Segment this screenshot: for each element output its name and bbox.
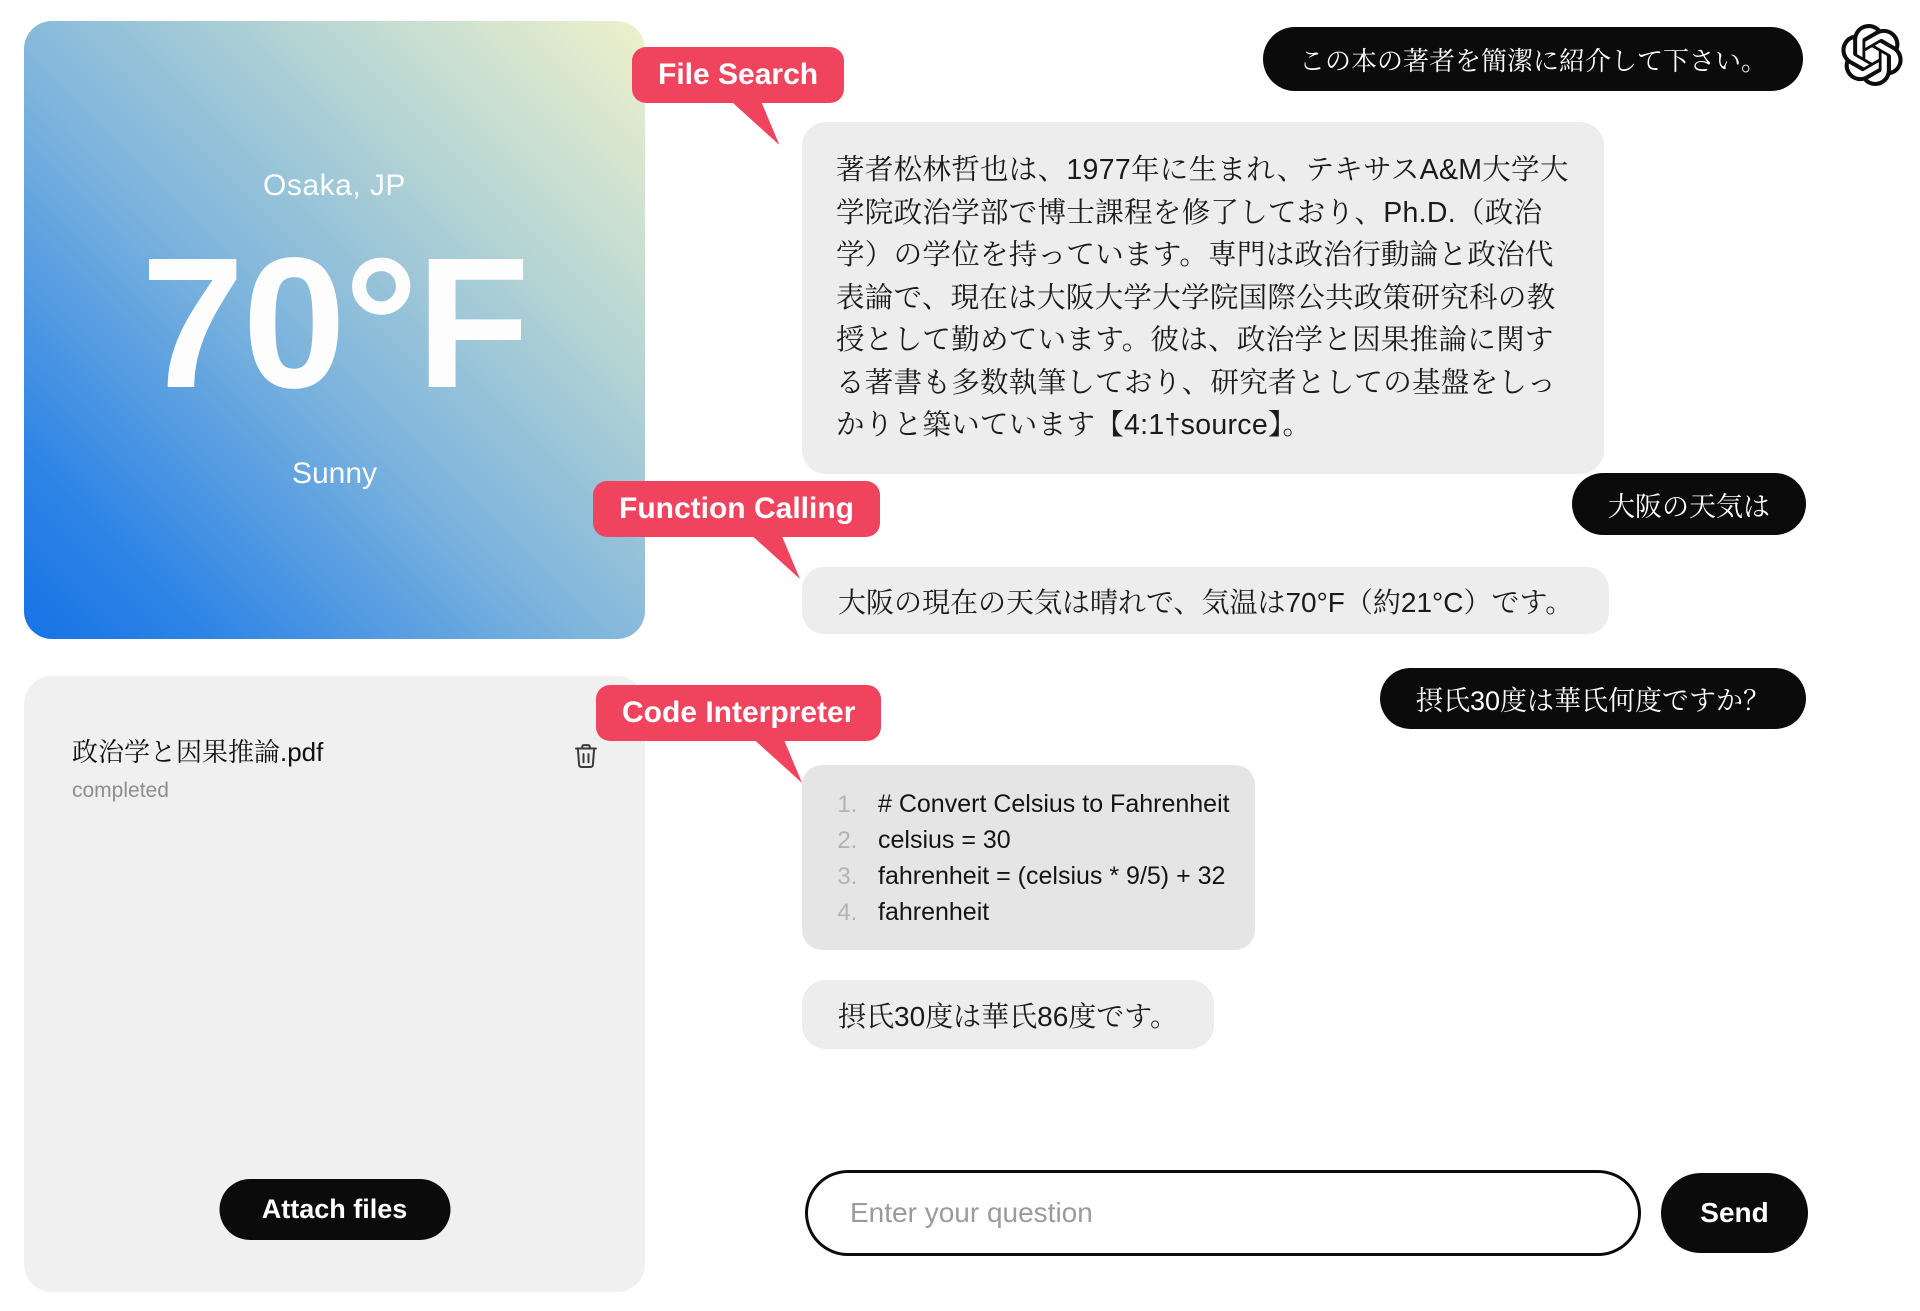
file-search-tag-label: File Search bbox=[658, 58, 819, 91]
file-status: completed bbox=[72, 779, 169, 802]
uploaded-file-row bbox=[24, 676, 645, 803]
code-line: 4. fahrenheit bbox=[864, 894, 1255, 930]
tag-tail bbox=[750, 736, 802, 783]
delete-file-button[interactable] bbox=[569, 740, 603, 774]
weather-condition: Sunny bbox=[291, 456, 378, 490]
code-line: 1. # Convert Celsius to Fahrenheit bbox=[864, 786, 1255, 822]
code-line: 2. celsius = 30 bbox=[864, 822, 1255, 858]
weather-location: Osaka, JP bbox=[263, 169, 406, 203]
function-calling-tag bbox=[593, 481, 880, 537]
trash-icon bbox=[571, 759, 601, 774]
code-line-list bbox=[802, 786, 1255, 930]
function-calling-tag-label: Function Calling bbox=[619, 492, 854, 525]
attach-files-button[interactable]: Attach files bbox=[219, 1179, 450, 1240]
assistant-code-block bbox=[802, 765, 1255, 950]
file-name: 政治学と因果推論.pdf bbox=[72, 737, 324, 767]
weather-card bbox=[24, 21, 645, 639]
openai-logo-icon bbox=[1841, 24, 1903, 86]
file-panel bbox=[24, 676, 645, 1292]
user-message-author-question: この本の著者を簡潔に紹介して下さい。 bbox=[1263, 27, 1803, 91]
code-interpreter-tag-label: Code Interpreter bbox=[622, 696, 856, 729]
user-message-conversion-question: 摂氏30度は華氏何度ですか？ bbox=[1380, 668, 1806, 729]
tag-tail bbox=[748, 532, 800, 579]
assistant-message-function-calling: 大阪の現在の天気は晴れで、気温は70°F（約21°C）です。 bbox=[802, 567, 1609, 634]
question-input[interactable] bbox=[805, 1170, 1641, 1256]
assistant-message-code-result: 摂氏30度は華氏86度です。 bbox=[802, 980, 1214, 1049]
assistant-message-file-search: 著者松林哲也は、1977年に生まれ、テキサスA&M大学大学院政治学部で博士課程を修了しており、Ph.D.（政治学）の学位を持っています。専門は政治行動論と政治代表論で、現在は大阪大学大学院国際公共政策研究科の教授として勤めています。彼は、政治学と因果推論に関する著書も多数執筆しており、研究者としての基盤をしっかりと築いています【4:1†source】。 bbox=[802, 122, 1604, 474]
code-line: 3. fahrenheit = (celsius * 9/5) + 32 bbox=[864, 858, 1255, 894]
file-search-tag bbox=[632, 47, 844, 103]
weather-temperature: 70°F bbox=[141, 220, 528, 428]
user-message-weather-question: 大阪の天気は bbox=[1572, 473, 1806, 535]
send-button[interactable]: Send bbox=[1661, 1173, 1808, 1253]
code-interpreter-tag bbox=[596, 685, 881, 741]
tag-tail bbox=[727, 98, 779, 145]
